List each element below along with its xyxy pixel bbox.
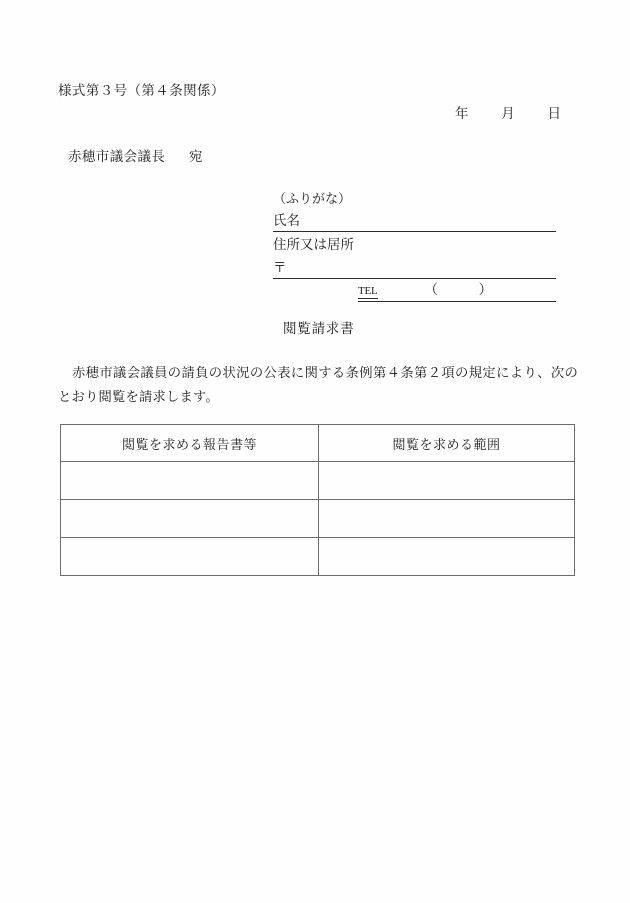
name-label: 氏名 [273,213,300,228]
addressee-title: 赤穂市議会議長 [68,149,166,164]
table-row [61,538,575,576]
name-field-row[interactable] [273,209,556,232]
table-cell-scope[interactable] [319,538,575,576]
table-cell-scope[interactable] [319,500,575,538]
furigana-label: （ふりがな） [273,191,352,206]
table-header-row [61,425,575,462]
date-day-label: 日 [547,106,561,121]
table-header-report-type: 閲覧を求める報告書等 [61,425,319,462]
date-year-label: 年 [455,106,469,121]
table-row [61,462,575,500]
table-cell-report-type[interactable] [61,500,319,538]
page-title: 閲覧請求書 [283,321,355,336]
addressee-suffix: 宛 [188,149,203,164]
body-paragraph: 赤穂市議会議員の請負の状況の公表に関する条例第４条第２項の規定により、次のとおり閲覧を請求します。 [58,365,578,404]
postal-symbol-icon: 〒 [273,260,287,275]
table-header-scope: 閲覧を求める範囲 [319,425,575,462]
tel-paren-close: ） [478,282,493,297]
table-cell-scope[interactable] [319,462,575,500]
table-cell-report-type[interactable] [61,538,319,576]
tel-field-row[interactable] [358,278,556,302]
address-label: 住所又は居所 [273,237,354,252]
table-row [61,500,575,538]
date-month-label: 月 [501,106,515,121]
tel-paren-open: （ [424,282,438,297]
form-number: 様式第３号（第４条関係） [58,83,225,98]
addressee-line [68,145,203,165]
table-cell-report-type[interactable] [61,462,319,500]
date-line [455,102,561,122]
request-table [60,424,575,576]
tel-label: TEL [358,285,378,297]
postal-field-row[interactable] [273,256,556,279]
